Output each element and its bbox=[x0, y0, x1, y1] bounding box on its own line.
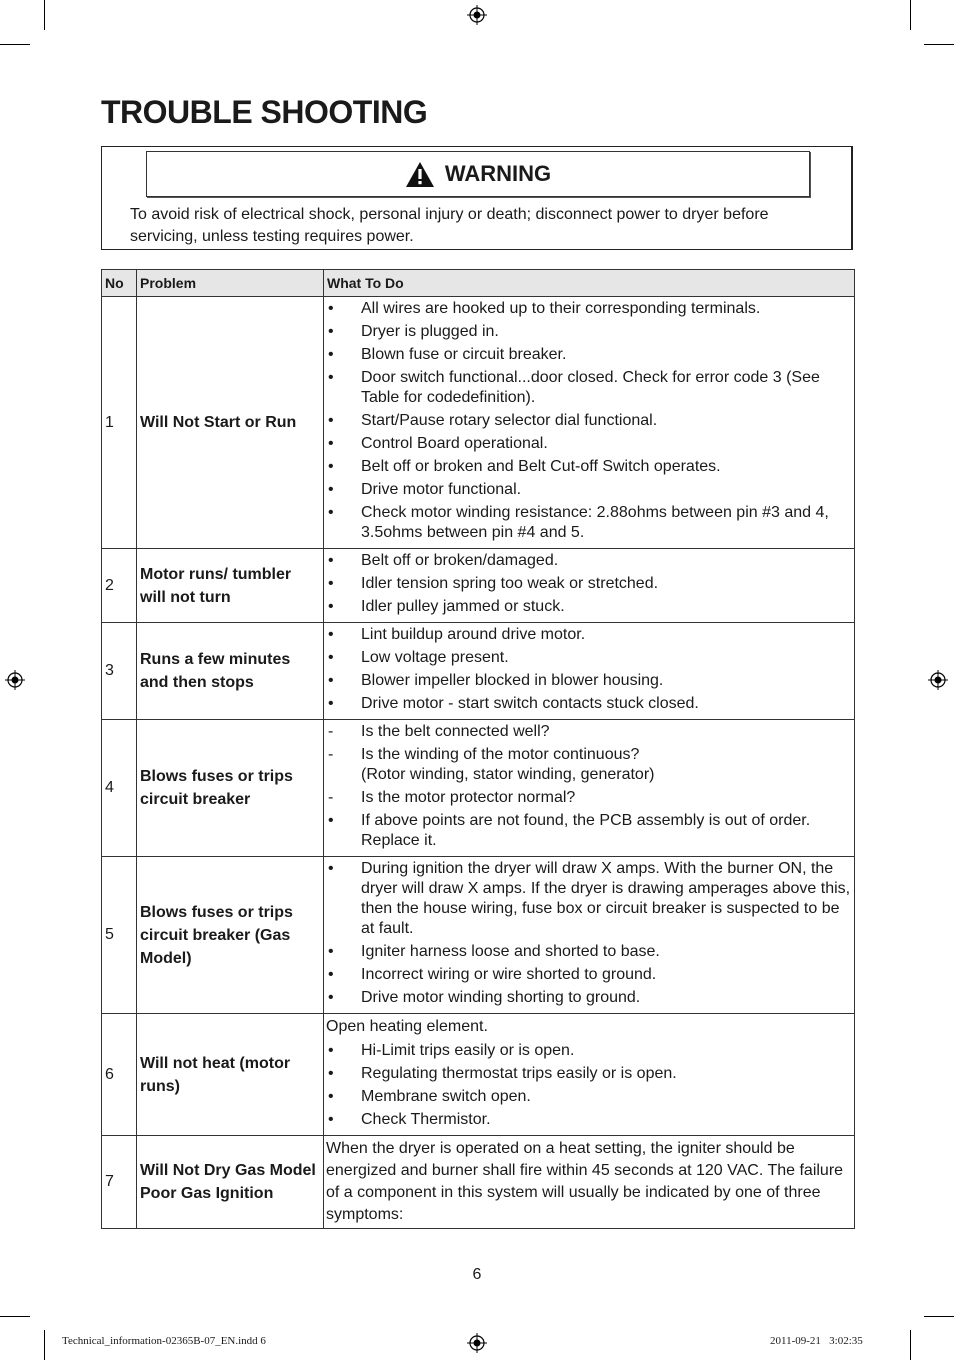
list-item-text: Check motor winding resistance: 2.88ohms between pin #3 and 4, 3.5ohms between pin #4 and 5. bbox=[361, 504, 829, 541]
list-item bbox=[326, 625, 853, 645]
problem-cell: Will Not Dry Gas Model Poor Gas Ignition bbox=[137, 1136, 324, 1229]
row-number: 7 bbox=[102, 1136, 137, 1229]
crop-mark bbox=[910, 0, 911, 30]
checklist bbox=[326, 859, 853, 1008]
bullet-marker: • bbox=[328, 458, 334, 475]
list-item bbox=[326, 1064, 853, 1084]
list-item bbox=[326, 694, 853, 714]
list-item-text: Regulating thermostat trips easily or is open. bbox=[361, 1065, 677, 1082]
list-item bbox=[326, 322, 853, 342]
crop-mark bbox=[0, 1316, 30, 1317]
list-item-text: Blown fuse or circuit breaker. bbox=[361, 346, 567, 363]
checklist bbox=[326, 299, 853, 543]
problem-cell: Blows fuses or trips circuit breaker (Gas Model) bbox=[137, 857, 324, 1014]
table-row bbox=[102, 623, 855, 720]
list-item bbox=[326, 722, 853, 742]
list-item-subtext: (Rotor winding, stator winding, generator) bbox=[361, 766, 655, 783]
bullet-marker: • bbox=[328, 575, 334, 592]
bullet-marker: • bbox=[328, 812, 334, 829]
troubleshooting-table bbox=[101, 269, 855, 1229]
bullet-marker: • bbox=[328, 346, 334, 363]
problem-cell: Runs a few minutes and then stops bbox=[137, 623, 324, 720]
list-item bbox=[326, 965, 853, 985]
list-item-text: Hi-Limit trips easily or is open. bbox=[361, 1042, 575, 1059]
table-header-row bbox=[102, 270, 855, 297]
list-item bbox=[326, 745, 853, 785]
list-item bbox=[326, 1087, 853, 1107]
table-row bbox=[102, 297, 855, 549]
row-number: 3 bbox=[102, 623, 137, 720]
bullet-marker: • bbox=[328, 860, 334, 877]
warning-box bbox=[101, 146, 853, 250]
crop-mark bbox=[924, 44, 954, 45]
table-row bbox=[102, 857, 855, 1014]
list-item-text: Dryer is plugged in. bbox=[361, 323, 499, 340]
crop-mark bbox=[0, 44, 30, 45]
list-item-text: Idler tension spring too weak or stretched. bbox=[361, 575, 659, 592]
list-item-text: Drive motor - start switch contacts stuck closed. bbox=[361, 695, 699, 712]
bullet-marker: • bbox=[328, 943, 334, 960]
list-item bbox=[326, 457, 853, 477]
list-item bbox=[326, 788, 853, 808]
list-item-text: Control Board operational. bbox=[361, 435, 548, 452]
list-item bbox=[326, 1110, 853, 1130]
header-problem: Problem bbox=[137, 270, 324, 297]
registration-mark-icon bbox=[5, 670, 25, 690]
bullet-marker: • bbox=[328, 435, 334, 452]
problem-cell: Will not heat (motor runs) bbox=[137, 1014, 324, 1136]
list-item bbox=[326, 671, 853, 691]
problem-cell: Will Not Start or Run bbox=[137, 297, 324, 549]
list-item bbox=[326, 988, 853, 1008]
list-item bbox=[326, 574, 853, 594]
list-item-text: Door switch functional...door closed. Check for error code 3 (See Table for codedefinition). bbox=[361, 369, 820, 406]
bullet-marker: • bbox=[328, 504, 334, 521]
list-item bbox=[326, 551, 853, 571]
page-title: TROUBLE SHOOTING bbox=[101, 94, 428, 130]
checklist bbox=[326, 625, 853, 714]
bullet-marker: • bbox=[328, 481, 334, 498]
table-row bbox=[102, 549, 855, 623]
crop-mark bbox=[924, 1316, 954, 1317]
list-item-text: Belt off or broken/damaged. bbox=[361, 552, 559, 569]
list-item-text: Idler pulley jammed or stuck. bbox=[361, 598, 565, 615]
checklist bbox=[326, 1041, 853, 1130]
list-item bbox=[326, 503, 853, 543]
header-what-to-do: What To Do bbox=[324, 270, 855, 297]
list-item bbox=[326, 648, 853, 668]
what-to-do-cell bbox=[324, 549, 855, 623]
row-number: 2 bbox=[102, 549, 137, 623]
list-item-text: Drive motor functional. bbox=[361, 481, 522, 498]
warning-heading bbox=[146, 151, 810, 197]
dash-marker: - bbox=[328, 746, 334, 763]
list-item bbox=[326, 859, 853, 939]
list-item-text: Incorrect wiring or wire shorted to ground. bbox=[361, 966, 657, 983]
list-item-text: Drive motor winding shorting to ground. bbox=[361, 989, 641, 1006]
list-item-text: Belt off or broken and Belt Cut-off Switch operates. bbox=[361, 458, 721, 475]
bullet-marker: • bbox=[328, 598, 334, 615]
dash-marker: - bbox=[328, 789, 334, 806]
list-item bbox=[326, 368, 853, 408]
table-row bbox=[102, 1136, 855, 1229]
what-to-do-cell bbox=[324, 1136, 855, 1229]
bullet-marker: • bbox=[328, 649, 334, 666]
bullet-marker: • bbox=[328, 989, 334, 1006]
list-item bbox=[326, 811, 853, 851]
list-item-text: Is the belt connected well? bbox=[361, 723, 550, 740]
list-item-text: Is the winding of the motor continuous? bbox=[361, 746, 640, 763]
what-to-do-cell bbox=[324, 623, 855, 720]
row-number: 4 bbox=[102, 720, 137, 857]
bullet-marker: • bbox=[328, 966, 334, 983]
bullet-marker: • bbox=[328, 1065, 334, 1082]
bullet-marker: • bbox=[328, 626, 334, 643]
list-item-text: Blower impeller blocked in blower housing. bbox=[361, 672, 664, 689]
crop-mark bbox=[910, 1330, 911, 1360]
bullet-marker: • bbox=[328, 672, 334, 689]
list-item-text: Check Thermistor. bbox=[361, 1111, 491, 1128]
what-to-do-cell bbox=[324, 1014, 855, 1136]
registration-mark-icon bbox=[928, 670, 948, 690]
list-item-text: Membrane switch open. bbox=[361, 1088, 531, 1105]
footer-timestamp: 2011-09-21 3:02:35 bbox=[770, 1335, 863, 1347]
list-item bbox=[326, 942, 853, 962]
problem-cell: Motor runs/ tumbler will not turn bbox=[137, 549, 324, 623]
bullet-marker: • bbox=[328, 300, 334, 317]
list-item-text: If above points are not found, the PCB assembly is out of order. Replace it. bbox=[361, 812, 811, 849]
bullet-marker: • bbox=[328, 695, 334, 712]
registration-mark-icon bbox=[467, 1333, 487, 1353]
list-item-text: During ignition the dryer will draw X amps. With the burner ON, the dryer will draw X amps. If the dryer is drawing amperages above this, then the house wiring, fuse box or circuit breaker is suspected to be at fault. bbox=[361, 860, 851, 937]
warning-triangle-icon bbox=[405, 161, 435, 188]
registration-mark-icon bbox=[467, 5, 487, 25]
table-row bbox=[102, 1014, 855, 1136]
dash-marker: - bbox=[328, 723, 334, 740]
problem-cell: Blows fuses or trips circuit breaker bbox=[137, 720, 324, 857]
checklist bbox=[326, 551, 853, 617]
list-item bbox=[326, 1041, 853, 1061]
bullet-marker: • bbox=[328, 369, 334, 386]
list-item bbox=[326, 480, 853, 500]
what-to-do-intro: Open heating element. bbox=[326, 1018, 488, 1035]
row-number: 6 bbox=[102, 1014, 137, 1136]
bullet-marker: • bbox=[328, 552, 334, 569]
list-item bbox=[326, 345, 853, 365]
list-item bbox=[326, 434, 853, 454]
what-to-do-cell bbox=[324, 720, 855, 857]
what-to-do-cell bbox=[324, 297, 855, 549]
list-item bbox=[326, 411, 853, 431]
checklist bbox=[326, 722, 853, 851]
crop-mark bbox=[44, 0, 45, 30]
footer-file-name: Technical_information-02365B-07_EN.indd 6 bbox=[62, 1335, 266, 1347]
what-to-do-intro: When the dryer is operated on a heat setting, the igniter should be energized and burner shall fire within 45 seconds at 120 VAC. The failure of a component in this system will usually be indicated by one of three symptoms: bbox=[326, 1140, 844, 1223]
list-item-text: Lint buildup around drive motor. bbox=[361, 626, 586, 643]
list-item bbox=[326, 597, 853, 617]
bullet-marker: • bbox=[328, 1111, 334, 1128]
crop-mark bbox=[44, 1330, 45, 1360]
list-item-text: Is the motor protector normal? bbox=[361, 789, 576, 806]
warning-label: WARNING bbox=[444, 161, 552, 186]
row-number: 5 bbox=[102, 857, 137, 1014]
bullet-marker: • bbox=[328, 412, 334, 429]
list-item bbox=[326, 299, 853, 319]
table-row bbox=[102, 720, 855, 857]
bullet-marker: • bbox=[328, 323, 334, 340]
list-item-text: All wires are hooked up to their corresponding terminals. bbox=[361, 300, 761, 317]
list-item-text: Low voltage present. bbox=[361, 649, 509, 666]
header-no: No bbox=[102, 270, 137, 297]
list-item-text: Start/Pause rotary selector dial functional. bbox=[361, 412, 658, 429]
bullet-marker: • bbox=[328, 1088, 334, 1105]
list-item-text: Igniter harness loose and shorted to base. bbox=[361, 943, 660, 960]
warning-text: To avoid risk of electrical shock, personal injury or death; disconnect power to dryer before servicing, unless testing requires power. bbox=[130, 206, 769, 245]
page-number: 6 bbox=[472, 1266, 482, 1283]
bullet-marker: • bbox=[328, 1042, 334, 1059]
what-to-do-cell bbox=[324, 857, 855, 1014]
row-number: 1 bbox=[102, 297, 137, 549]
